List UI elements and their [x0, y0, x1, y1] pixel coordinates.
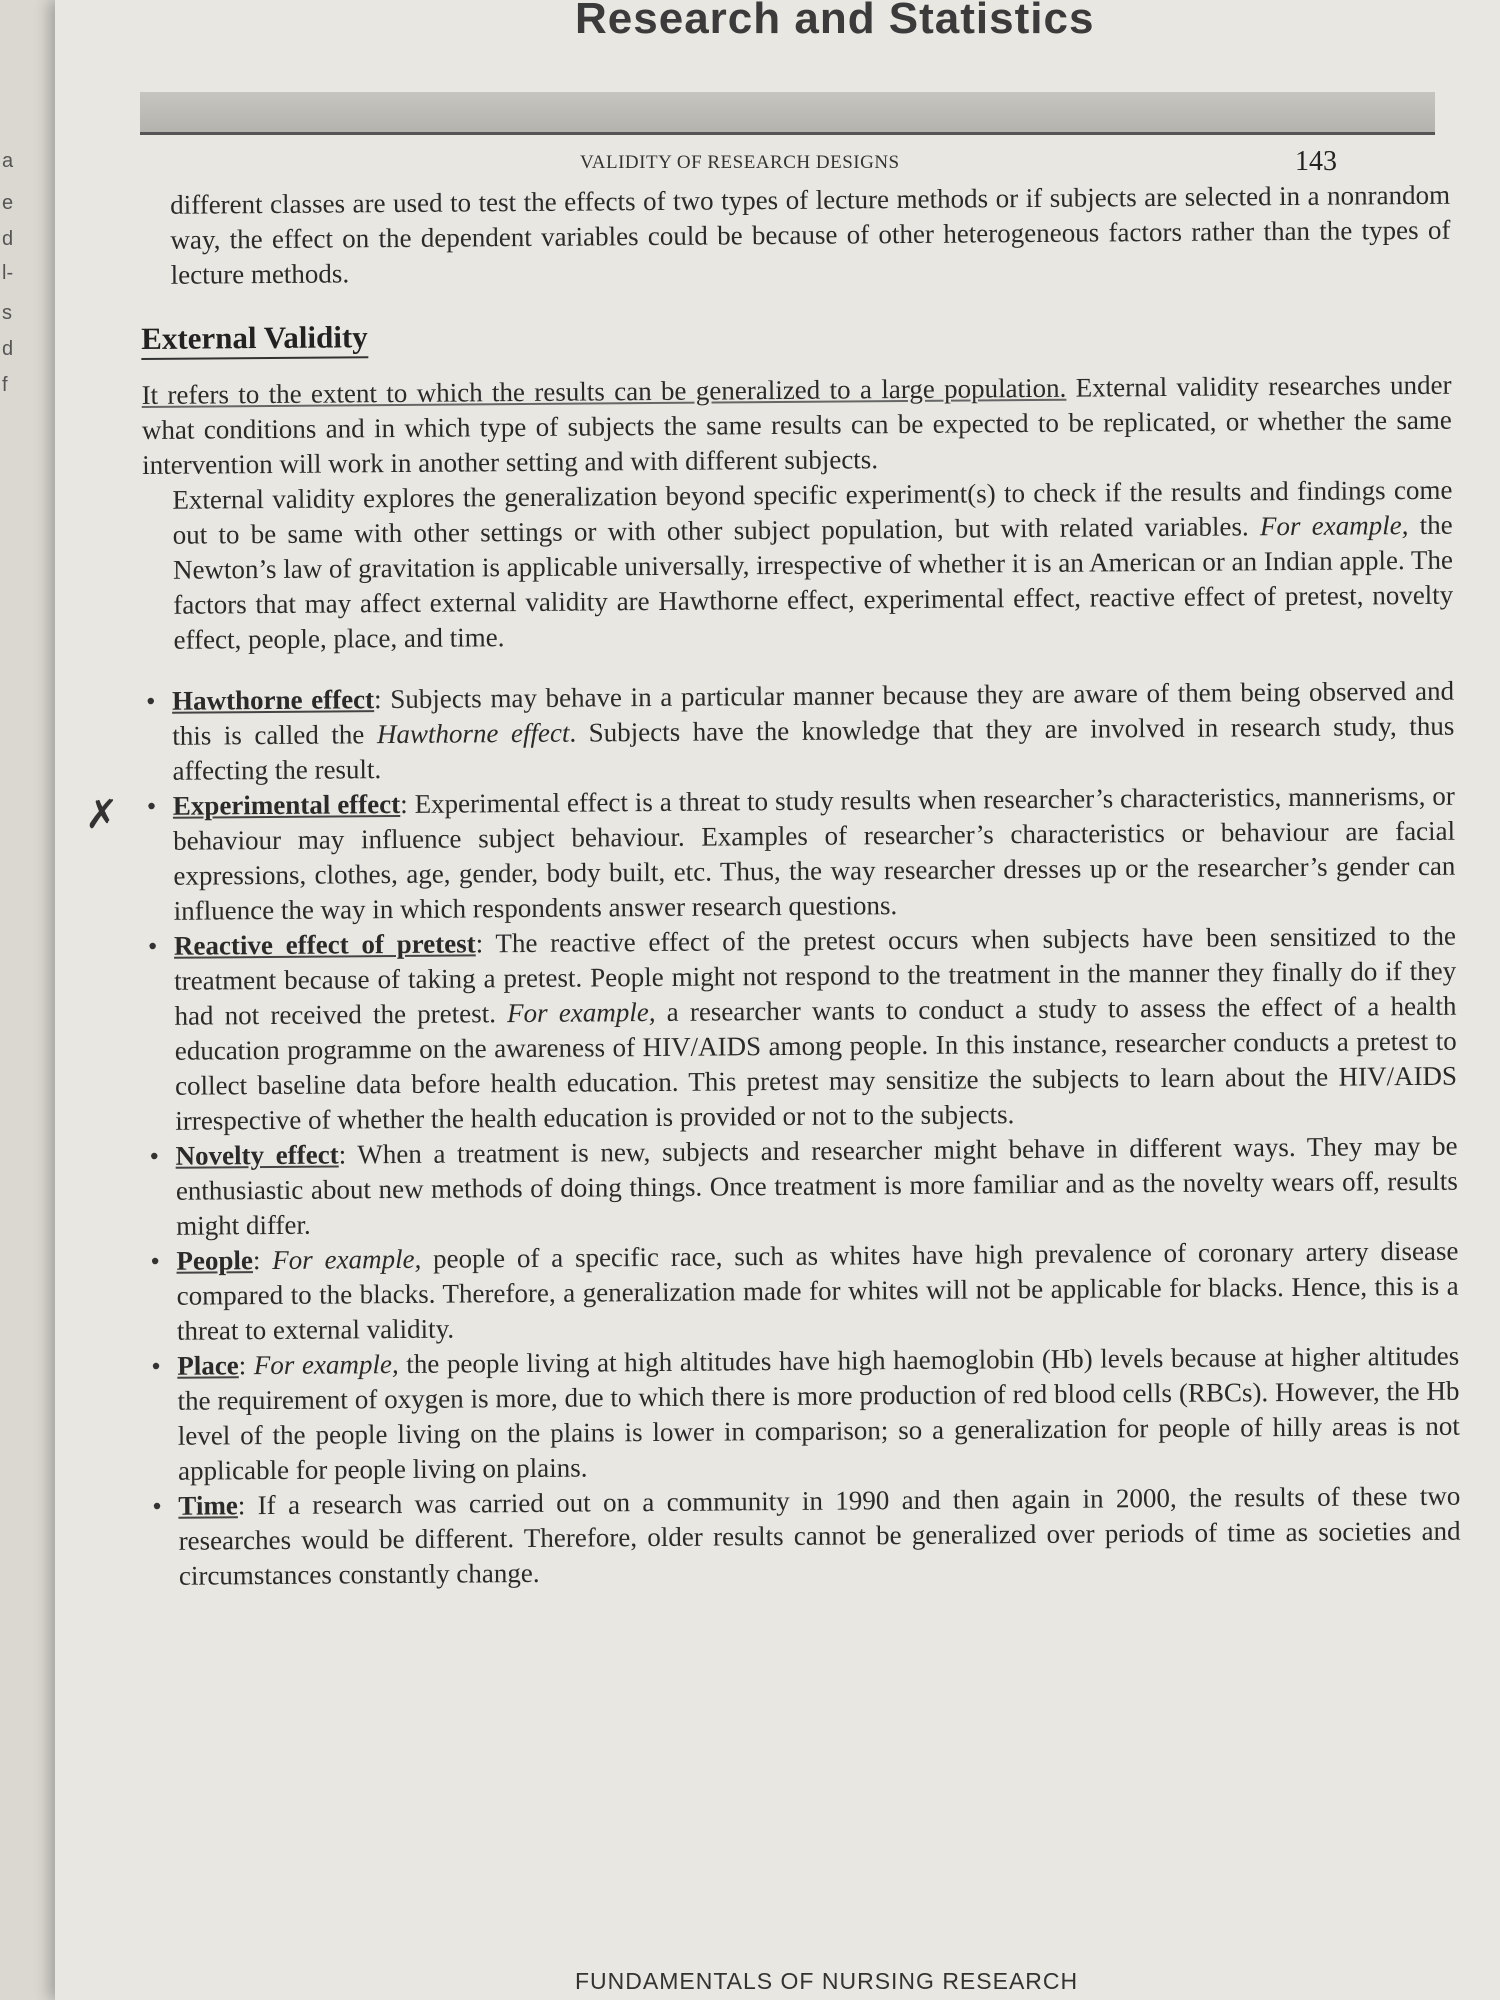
facing-page-fragment: a — [2, 150, 14, 172]
facing-page-fragment: d — [2, 338, 14, 360]
paragraph-text: External validity explores the generalization beyond specific experiment(s) to check if the results and findings come out to be same with other settings or with other subject population, but with related variables. — [172, 474, 1453, 550]
paragraph-text: External validity researches under what conditions and in which type of subjects the same results can be expected to be replicated, or whether the same intervention will work in another setting and with different subjects. — [141, 369, 1452, 480]
threat-list — [144, 674, 1461, 1594]
list-term: Reactive effect of pretest — [173, 928, 476, 961]
facing-page-fragment: d — [2, 228, 14, 250]
facing-page-edge — [0, 0, 60, 2000]
list-text: : The reactive effect of the pretest occurs when subjects have been sensitized to the treatment because of taking a pretest. People might not respond to the treatment in the manner they finally do if they had not received the pretest. — [174, 920, 1457, 1031]
list-item — [146, 779, 1456, 929]
bullet-icon: • — [149, 1140, 160, 1171]
list-item — [152, 1479, 1461, 1594]
section-paragraph-2 — [142, 473, 1453, 658]
section-paragraph-1 — [141, 368, 1452, 483]
list-item — [150, 1234, 1459, 1349]
list-item — [149, 1129, 1458, 1244]
top-running-title: Research and Statistics — [575, 0, 1095, 43]
list-text: the people living at high altitudes have high haemoglobin (Hb) levels because at higher altitudes the requirement of oxygen is more, due to which there is more production of red blood cells (RBCs). However, the Hb level of the people living on the plains is lower in comparison; so a generalization for people of hilly areas is not applicable for people living on plains. — [177, 1340, 1460, 1486]
bullet-icon: • — [150, 1245, 160, 1276]
paragraph-text: the Newton’s law of gravitation is applicable universally, irrespective of whether it is an American or an Indian apple. The factors that may affect external validity are Hawthorne effect, experimental effect, reactive effect of pretest, novelty effect, people, place, and time. — [172, 509, 1454, 655]
example-label: For example, — [1259, 510, 1409, 542]
list-text: : Subjects may behave in a particular manner because they are aware of them being observed and this is called the — [172, 675, 1455, 751]
list-text: people of a specific race, such as whites have high prevalence of coronary artery disease compared to the blacks. Therefore, a generalization made for whites will not be applicable for blacks. Hence, this is a threat to external validity. — [176, 1235, 1459, 1346]
page-content — [140, 178, 1461, 1594]
list-text: : — [238, 1350, 254, 1381]
list-text: a researcher wants to conduct a study to assess the effect of a health education programme on the awareness of HIV/AIDS among people. In this instance, researcher conducts a pretest to collect baseline data before health education. This pretest may sensitize the subjects to learn about the HIV/AIDS irrespective of whether the health education is provided or not to the subjects. — [174, 990, 1458, 1136]
facing-page-fragment: s — [2, 302, 12, 324]
list-term: Place — [177, 1350, 239, 1381]
facing-page-fragment: l- — [2, 262, 14, 284]
highlighted-definition: It refers to the extent to which the results can be generalized to a large population. — [141, 372, 1067, 410]
list-item — [151, 1339, 1460, 1489]
list-term: Novelty effect — [175, 1139, 339, 1171]
list-text: : Experimental effect is a threat to study results when researcher’s characteristics, mannerisms, or behaviour may influence subject behaviour. Examples of researcher’s characteristics or behaviour are facial expressions, clothes, age, gender, body built, etc. Thus, the way researcher dresses up or the researcher’s gender can influence the way in which respondents answer research questions. — [173, 780, 1456, 926]
list-text: : When a treatment is new, subjects and researcher might behave in different ways. They may be enthusiastic about new methods of doing things. Once treatment is more familiar and as the novelty wears off, results might differ. — [175, 1130, 1458, 1241]
facing-page-fragment: e — [2, 192, 14, 214]
intro-paragraph: different classes are used to test the effects of two types of lecture methods or if subjects are selected in a nonrandom way, the effect on the dependent variables could be because of other heterogeneous factors rather than the types of lecture methods. — [170, 179, 1451, 290]
list-term: Time — [178, 1490, 238, 1521]
list-italic: For example, — [506, 996, 656, 1029]
bullet-icon: • — [146, 790, 157, 821]
list-item — [145, 674, 1455, 789]
list-term: Experimental effect — [172, 788, 401, 821]
bullet-icon: • — [151, 1350, 161, 1381]
list-text: . Subjects have the knowledge that they are involved in research study, thus affecting the result. — [172, 710, 1455, 786]
list-text: : If a research was carried out on a community in 1990 and then again in 2000, the results of these two researches would be different. Therefore, older results cannot be generalized over periods of time as societies and circumstances constantly change. — [178, 1480, 1461, 1591]
page-number: 143 — [1295, 146, 1337, 177]
list-italic: For example, — [253, 1349, 399, 1381]
bullet-icon: • — [147, 930, 158, 961]
list-italic: For example, — [272, 1243, 422, 1275]
list-term: Hawthorne effect — [171, 684, 375, 716]
list-item — [147, 919, 1458, 1139]
list-term: People — [176, 1245, 254, 1276]
book-page — [55, 0, 1500, 2000]
header-band — [140, 92, 1435, 135]
bullet-icon: • — [152, 1490, 162, 1521]
handwritten-x-mark-icon: ✗ — [85, 792, 119, 838]
bullet-icon: • — [145, 685, 156, 716]
facing-page-fragment: f — [2, 374, 8, 396]
footer-running-title: FUNDAMENTALS OF NURSING RESEARCH — [575, 1968, 1079, 1994]
list-italic: Hawthorne effect — [376, 717, 570, 750]
running-head: VALIDITY OF RESEARCH DESIGNS — [580, 152, 900, 173]
section-title: External Validity — [141, 319, 368, 360]
list-text: : — [252, 1244, 273, 1276]
